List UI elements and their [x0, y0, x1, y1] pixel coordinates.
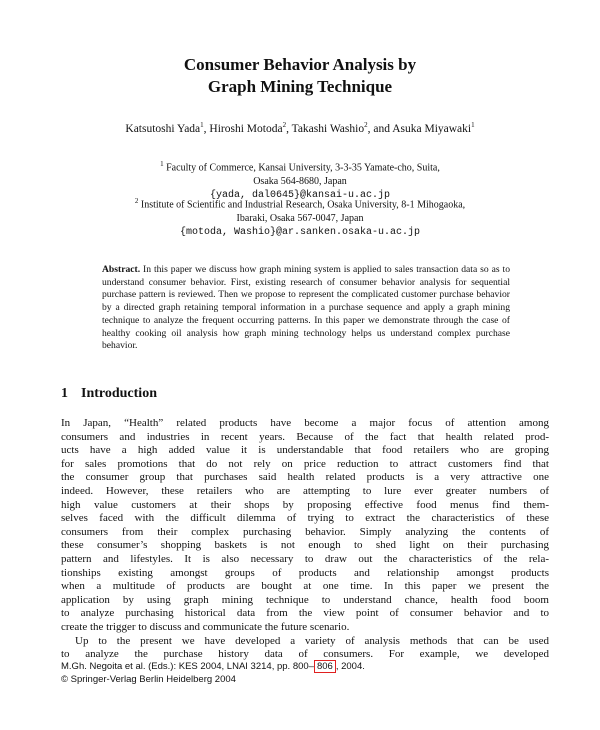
- abstract: [102, 264, 510, 353]
- body-line: pattern and lifestyles. It is also necessary to draw out the characteristics of the rela-: [61, 552, 549, 565]
- affiliation-mark: 1: [160, 160, 164, 168]
- body-line: the consumer group that purchases said health related products is a very attractive one: [61, 471, 549, 484]
- author-separator: ,: [286, 122, 292, 135]
- title-line-1: Consumer Behavior Analysis by: [183, 55, 417, 74]
- citation-end-page: 806: [314, 660, 336, 673]
- author-name: Takashi Washio: [291, 122, 365, 135]
- author-name: Hiroshi Motoda: [209, 122, 283, 135]
- citation-text: M.Gh. Negoita et al. (Eds.): KES 2004, LNAI 3214, pp. 800–: [61, 661, 314, 672]
- citation: [61, 660, 365, 673]
- body-line: these consumer’s shopping baskets is not enough to shed light on their purchasing: [61, 539, 549, 552]
- copyright: © Springer-Verlag Berlin Heidelberg 2004: [61, 674, 236, 685]
- author-affiliation-mark: 2: [282, 121, 287, 129]
- affiliation-city: Osaka 564-8680, Japan: [253, 176, 347, 188]
- body-line: when a multitude of products are bought at one time. In this paper we present the: [61, 580, 549, 593]
- section-number: 1: [61, 386, 68, 401]
- author-affiliation-mark: 1: [200, 121, 204, 129]
- author-affiliation-mark: 2: [364, 121, 368, 129]
- section-heading: [61, 386, 157, 402]
- paper-title: [0, 54, 600, 98]
- author-separator: ,: [203, 122, 210, 135]
- body-line: application by using graph mining technique to understand chance, health food boom: [61, 593, 549, 606]
- author-name: Katsutoshi Yada: [125, 122, 201, 135]
- author-list: [0, 121, 600, 135]
- section-title: Introduction: [81, 386, 157, 401]
- abstract-label: Abstract.: [102, 264, 141, 275]
- introduction-body: [61, 417, 549, 662]
- body-line: create the trigger to discuss and communicate the future scenario.: [61, 620, 350, 633]
- title-line-2: Graph Mining Technique: [207, 77, 393, 96]
- abstract-text: In this paper we discuss how graph mining system is applied to sales transaction data so as to understand consumer behavior. First, existing research of consumer behavior analysis for sequential purchase pattern is reviewed. Then we propose to represent the complicated customer purchase behavior by a directed graph retaining temporal information in a purchase sequence and apply a graph mining technique to analyze the frequent occurring patterns. In this paper we demonstrate through the case of healthy cooking oil analysis how graph mining technology helps us understand complex purchase behavior.: [102, 264, 510, 352]
- body-line: consumers and industries in recent years. Because of the fact that health related prod-: [61, 430, 549, 443]
- affiliation-address: Faculty of Commerce, Kansai University, 3-3-35 Yamate-cho, Suita,: [166, 162, 440, 174]
- body-line: tionships existing amongst groups of products and relationship amongst products: [61, 566, 549, 579]
- body-line: for sales promotions that do not rely on price reduction to attract customers find that: [61, 457, 549, 470]
- page-footer: [61, 660, 365, 686]
- body-line: Up to the present we have developed a variety of analysis methods that can be used: [75, 634, 549, 647]
- affiliation-city: Ibaraki, Osaka 567-0047, Japan: [236, 213, 364, 225]
- body-line: ucts have a high added value it is understandable that food retailers who are groping: [61, 444, 549, 457]
- affiliation-email: {motoda, Washio}@ar.sanken.osaka-u.ac.jp: [179, 226, 421, 238]
- body-line: consumers from their complex purchasing behavior. Simply analyzing the contents of: [61, 525, 549, 538]
- body-line: In Japan, “Health” related products have become a major focus of attention among: [61, 417, 549, 429]
- author-name: Asuka Miyawaki: [392, 122, 472, 135]
- body-line: to analyze the purchase history data of consumers. For example, we developed: [61, 648, 549, 661]
- author-affiliation-mark: 1: [471, 121, 475, 129]
- affiliation-mark: 2: [134, 197, 139, 205]
- body-line: selves faced with the difficult dilemma of trying to extract the characteristics of these: [61, 512, 549, 525]
- citation-year: , 2004.: [335, 661, 365, 672]
- affiliation-2: [0, 195, 600, 240]
- affiliation-email: {yada, dal0645}@kansai-u.ac.jp: [209, 189, 391, 201]
- body-line: to analyze purchasing historical data from the view point of consumer behavior and to: [61, 607, 549, 620]
- body-line: high value customers at their shops by proposing effective food menus find them-: [61, 498, 549, 511]
- affiliation-address: Institute of Scientific and Industrial Research, Osaka University, 8-1 Mihogaoka,: [140, 199, 466, 211]
- body-line: indeed. However, these retailers who are attempting to lure ever greater numbers of: [61, 484, 549, 497]
- author-separator: , and: [367, 122, 393, 135]
